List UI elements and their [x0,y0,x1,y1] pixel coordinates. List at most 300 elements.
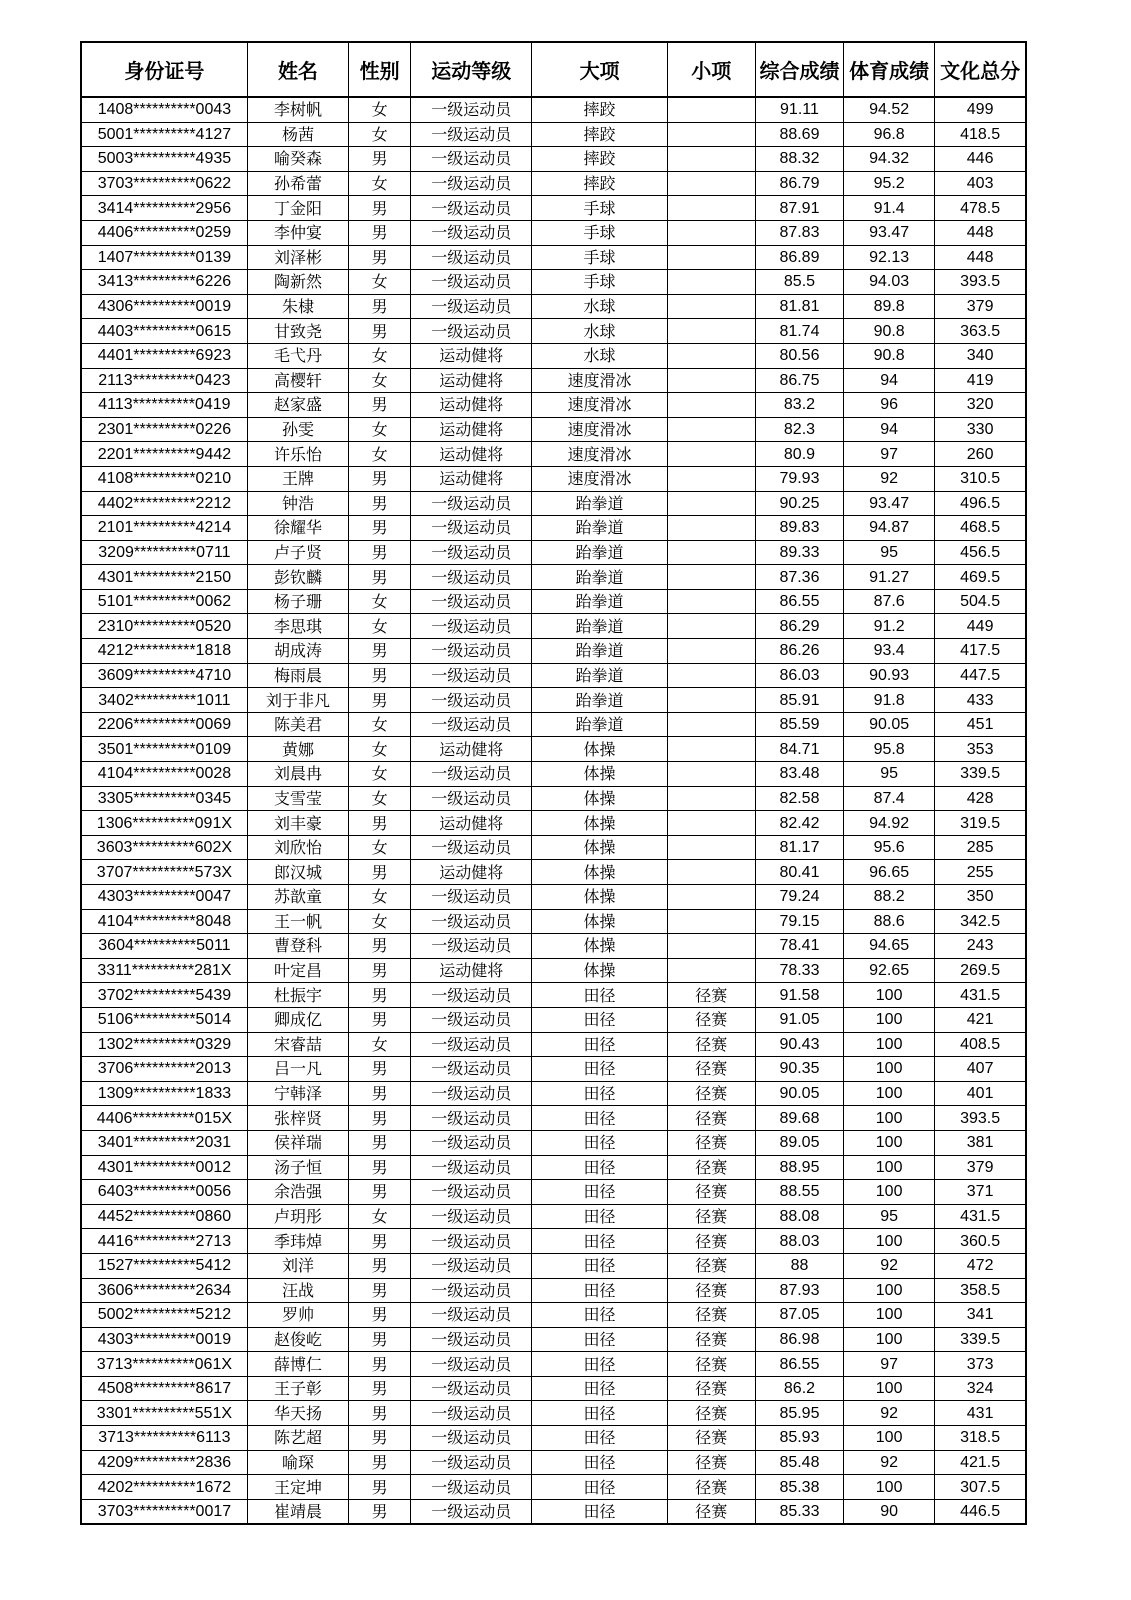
event-cell: 手球 [532,220,667,245]
event-cell: 体操 [532,786,667,811]
id-cell: 3707**********573X [81,860,247,885]
gender-cell: 女 [349,835,411,860]
gender-cell: 男 [349,466,411,491]
gender-cell: 女 [349,1204,411,1229]
overall-score-cell: 91.58 [755,983,843,1008]
academic-total-cell: 353 [935,737,1026,762]
level-cell: 一级运动员 [411,762,532,787]
gender-cell: 女 [349,1032,411,1057]
name-cell: 胡成涛 [247,639,348,664]
sports-score-cell: 94.52 [844,97,935,122]
academic-total-cell: 260 [935,442,1026,467]
id-cell: 3311**********281X [81,958,247,983]
id-cell: 4209**********2836 [81,1450,247,1475]
overall-score-cell: 90.43 [755,1032,843,1057]
col-header-name: 姓名 [247,42,348,97]
id-cell: 4406**********0259 [81,220,247,245]
name-cell: 刘于非凡 [247,688,348,713]
id-cell: 4452**********0860 [81,1204,247,1229]
event-cell: 水球 [532,343,667,368]
table-row [81,491,1026,516]
gender-cell: 男 [349,1450,411,1475]
name-cell: 卢玥彤 [247,1204,348,1229]
table-row [81,368,1026,393]
table-row [81,589,1026,614]
table-row [81,663,1026,688]
table-row [81,540,1026,565]
level-cell: 一级运动员 [411,1475,532,1500]
subevent-cell: 径赛 [667,1450,755,1475]
table-row [81,1376,1026,1401]
subevent-cell: 径赛 [667,1204,755,1229]
table-row [81,909,1026,934]
academic-total-cell: 330 [935,417,1026,442]
sports-score-cell: 95 [844,540,935,565]
name-cell: 甘致尧 [247,319,348,344]
subevent-cell [667,122,755,147]
gender-cell: 女 [349,270,411,295]
name-cell: 薛博仁 [247,1352,348,1377]
subevent-cell: 径赛 [667,1426,755,1451]
subevent-cell: 径赛 [667,1180,755,1205]
event-cell: 速度滑冰 [532,442,667,467]
sports-score-cell: 96.65 [844,860,935,885]
academic-total-cell: 431.5 [935,983,1026,1008]
sports-score-cell: 100 [844,1327,935,1352]
subevent-cell: 径赛 [667,1106,755,1131]
event-cell: 跆拳道 [532,565,667,590]
overall-score-cell: 83.48 [755,762,843,787]
academic-total-cell: 448 [935,245,1026,270]
overall-score-cell: 80.56 [755,343,843,368]
subevent-cell [667,811,755,836]
id-cell: 3703**********0622 [81,171,247,196]
name-cell: 宋睿喆 [247,1032,348,1057]
name-cell: 赵家盛 [247,393,348,418]
id-cell: 3301**********551X [81,1401,247,1426]
sports-score-cell: 100 [844,1376,935,1401]
level-cell: 一级运动员 [411,97,532,122]
subevent-cell [667,786,755,811]
overall-score-cell: 86.89 [755,245,843,270]
overall-score-cell: 80.41 [755,860,843,885]
gender-cell: 男 [349,1106,411,1131]
table-row [81,934,1026,959]
academic-total-cell: 431 [935,1401,1026,1426]
sports-score-cell: 100 [844,1032,935,1057]
overall-score-cell: 82.3 [755,417,843,442]
subevent-cell: 径赛 [667,1081,755,1106]
event-cell: 摔跤 [532,97,667,122]
level-cell: 运动健将 [411,466,532,491]
subevent-cell [667,614,755,639]
subevent-cell: 径赛 [667,1032,755,1057]
overall-score-cell: 86.55 [755,589,843,614]
level-cell: 一级运动员 [411,589,532,614]
level-cell: 一级运动员 [411,491,532,516]
overall-score-cell: 88.55 [755,1180,843,1205]
academic-total-cell: 403 [935,171,1026,196]
subevent-cell [667,909,755,934]
sports-score-cell: 94.32 [844,147,935,172]
academic-total-cell: 472 [935,1253,1026,1278]
id-cell: 3305**********0345 [81,786,247,811]
table-row [81,1204,1026,1229]
event-cell: 田径 [532,1401,667,1426]
event-cell: 体操 [532,737,667,762]
academic-total-cell: 428 [935,786,1026,811]
event-cell: 跆拳道 [532,688,667,713]
academic-total-cell: 446 [935,147,1026,172]
event-cell: 体操 [532,811,667,836]
event-cell: 跆拳道 [532,540,667,565]
gender-cell: 男 [349,1426,411,1451]
overall-score-cell: 88.95 [755,1155,843,1180]
academic-total-cell: 504.5 [935,589,1026,614]
table-row [81,343,1026,368]
header-row [81,42,1026,97]
table-row [81,811,1026,836]
overall-score-cell: 85.93 [755,1426,843,1451]
level-cell: 一级运动员 [411,786,532,811]
subevent-cell [667,934,755,959]
id-cell: 2206**********0069 [81,712,247,737]
id-cell: 4402**********2212 [81,491,247,516]
gender-cell: 男 [349,663,411,688]
event-cell: 田径 [532,1352,667,1377]
overall-score-cell: 89.33 [755,540,843,565]
academic-total-cell: 360.5 [935,1229,1026,1254]
academic-total-cell: 496.5 [935,491,1026,516]
name-cell: 杜振宇 [247,983,348,1008]
name-cell: 孙雯 [247,417,348,442]
academic-total-cell: 379 [935,294,1026,319]
event-cell: 田径 [532,1376,667,1401]
subevent-cell [667,663,755,688]
gender-cell: 男 [349,639,411,664]
event-cell: 体操 [532,885,667,910]
academic-total-cell: 285 [935,835,1026,860]
id-cell: 1302**********0329 [81,1032,247,1057]
overall-score-cell: 91.05 [755,1007,843,1032]
sports-score-cell: 91.4 [844,196,935,221]
academic-total-cell: 243 [935,934,1026,959]
gender-cell: 男 [349,196,411,221]
event-cell: 手球 [532,245,667,270]
overall-score-cell: 90.05 [755,1081,843,1106]
subevent-cell [667,343,755,368]
name-cell: 王子彰 [247,1376,348,1401]
event-cell: 田径 [532,1253,667,1278]
overall-score-cell: 78.33 [755,958,843,983]
event-cell: 田径 [532,1327,667,1352]
sports-score-cell: 90.8 [844,319,935,344]
level-cell: 一级运动员 [411,934,532,959]
overall-score-cell: 91.11 [755,97,843,122]
level-cell: 运动健将 [411,811,532,836]
gender-cell: 女 [349,97,411,122]
overall-score-cell: 90.25 [755,491,843,516]
sports-score-cell: 91.2 [844,614,935,639]
sports-score-cell: 95 [844,1204,935,1229]
level-cell: 一级运动员 [411,1327,532,1352]
subevent-cell [667,762,755,787]
sports-score-cell: 90.05 [844,712,935,737]
overall-score-cell: 85.48 [755,1450,843,1475]
overall-score-cell: 82.42 [755,811,843,836]
gender-cell: 女 [349,737,411,762]
id-cell: 2113**********0423 [81,368,247,393]
gender-cell: 男 [349,1327,411,1352]
gender-cell: 男 [349,147,411,172]
overall-score-cell: 87.91 [755,196,843,221]
gender-cell: 男 [349,540,411,565]
table-row [81,1081,1026,1106]
subevent-cell: 径赛 [667,1401,755,1426]
name-cell: 季玮焯 [247,1229,348,1254]
table-row [81,294,1026,319]
gender-cell: 男 [349,1352,411,1377]
id-cell: 3402**********1011 [81,688,247,713]
table-row [81,614,1026,639]
event-cell: 体操 [532,762,667,787]
level-cell: 一级运动员 [411,885,532,910]
name-cell: 崔靖晨 [247,1499,348,1524]
table-row [81,1401,1026,1426]
overall-score-cell: 90.35 [755,1057,843,1082]
sports-score-cell: 92.65 [844,958,935,983]
id-cell: 4104**********0028 [81,762,247,787]
sports-score-cell: 95.6 [844,835,935,860]
subevent-cell [667,516,755,541]
overall-score-cell: 86.75 [755,368,843,393]
subevent-cell: 径赛 [667,1475,755,1500]
name-cell: 罗帅 [247,1303,348,1328]
event-cell: 田径 [532,1057,667,1082]
gender-cell: 男 [349,1155,411,1180]
subevent-cell: 径赛 [667,1352,755,1377]
table-row [81,786,1026,811]
gender-cell: 男 [349,516,411,541]
level-cell: 一级运动员 [411,1229,532,1254]
level-cell: 一级运动员 [411,1401,532,1426]
sports-score-cell: 96.8 [844,122,935,147]
subevent-cell: 径赛 [667,1499,755,1524]
id-cell: 1408**********0043 [81,97,247,122]
overall-score-cell: 87.36 [755,565,843,590]
table-row [81,417,1026,442]
table-row [81,245,1026,270]
sports-score-cell: 100 [844,1229,935,1254]
id-cell: 4301**********2150 [81,565,247,590]
event-cell: 田径 [532,1426,667,1451]
table-row [81,1155,1026,1180]
id-cell: 3703**********0017 [81,1499,247,1524]
level-cell: 一级运动员 [411,835,532,860]
overall-score-cell: 78.41 [755,934,843,959]
sports-score-cell: 100 [844,1278,935,1303]
academic-total-cell: 419 [935,368,1026,393]
academic-total-cell: 381 [935,1130,1026,1155]
name-cell: 陈美君 [247,712,348,737]
subevent-cell: 径赛 [667,1155,755,1180]
id-cell: 3209**********0711 [81,540,247,565]
subevent-cell: 径赛 [667,1130,755,1155]
level-cell: 一级运动员 [411,147,532,172]
id-cell: 4303**********0047 [81,885,247,910]
sports-score-cell: 93.47 [844,491,935,516]
subevent-cell [667,712,755,737]
id-cell: 1407**********0139 [81,245,247,270]
subevent-cell [667,97,755,122]
overall-score-cell: 85.38 [755,1475,843,1500]
table-row [81,516,1026,541]
gender-cell: 男 [349,811,411,836]
id-cell: 4202**********1672 [81,1475,247,1500]
overall-score-cell: 88.08 [755,1204,843,1229]
event-cell: 田径 [532,1106,667,1131]
level-cell: 一级运动员 [411,171,532,196]
sports-score-cell: 91.8 [844,688,935,713]
subevent-cell [667,491,755,516]
event-cell: 手球 [532,196,667,221]
subevent-cell [667,442,755,467]
sports-score-cell: 95.2 [844,171,935,196]
table-row [81,688,1026,713]
level-cell: 一级运动员 [411,245,532,270]
event-cell: 速度滑冰 [532,393,667,418]
event-cell: 跆拳道 [532,712,667,737]
event-cell: 跆拳道 [532,663,667,688]
academic-total-cell: 407 [935,1057,1026,1082]
table-row [81,1327,1026,1352]
id-cell: 2201**********9442 [81,442,247,467]
name-cell: 喻琛 [247,1450,348,1475]
id-cell: 4416**********2713 [81,1229,247,1254]
event-cell: 摔跤 [532,147,667,172]
level-cell: 一级运动员 [411,688,532,713]
level-cell: 一级运动员 [411,1106,532,1131]
name-cell: 吕一凡 [247,1057,348,1082]
level-cell: 一级运动员 [411,1007,532,1032]
level-cell: 运动健将 [411,442,532,467]
subevent-cell: 径赛 [667,1253,755,1278]
overall-score-cell: 86.2 [755,1376,843,1401]
sports-score-cell: 100 [844,1426,935,1451]
overall-score-cell: 88.69 [755,122,843,147]
overall-score-cell: 88.32 [755,147,843,172]
table-row [81,196,1026,221]
gender-cell: 男 [349,1376,411,1401]
academic-total-cell: 340 [935,343,1026,368]
overall-score-cell: 85.5 [755,270,843,295]
overall-score-cell: 88 [755,1253,843,1278]
name-cell: 叶定昌 [247,958,348,983]
id-cell: 4401**********6923 [81,343,247,368]
id-cell: 5003**********4935 [81,147,247,172]
academic-total-cell: 319.5 [935,811,1026,836]
table-row [81,466,1026,491]
gender-cell: 女 [349,171,411,196]
sports-score-cell: 90.8 [844,343,935,368]
name-cell: 华天扬 [247,1401,348,1426]
id-cell: 4104**********8048 [81,909,247,934]
academic-total-cell: 339.5 [935,762,1026,787]
gender-cell: 男 [349,1007,411,1032]
gender-cell: 男 [349,393,411,418]
sports-score-cell: 94.92 [844,811,935,836]
event-cell: 田径 [532,1229,667,1254]
level-cell: 一级运动员 [411,565,532,590]
col-header-gender: 性别 [349,42,411,97]
sports-score-cell: 97 [844,442,935,467]
academic-total-cell: 421 [935,1007,1026,1032]
level-cell: 运动健将 [411,737,532,762]
table-row [81,983,1026,1008]
table-row [81,1229,1026,1254]
academic-total-cell: 417.5 [935,639,1026,664]
table-row [81,712,1026,737]
academic-total-cell: 363.5 [935,319,1026,344]
level-cell: 一级运动员 [411,663,532,688]
table-row [81,1253,1026,1278]
academic-total-cell: 269.5 [935,958,1026,983]
sports-score-cell: 100 [844,1106,935,1131]
overall-score-cell: 86.29 [755,614,843,639]
id-cell: 3702**********5439 [81,983,247,1008]
event-cell: 田径 [532,1032,667,1057]
name-cell: 卢子贤 [247,540,348,565]
table-row [81,1426,1026,1451]
name-cell: 宁韩泽 [247,1081,348,1106]
gender-cell: 男 [349,688,411,713]
level-cell: 一级运动员 [411,1278,532,1303]
overall-score-cell: 86.98 [755,1327,843,1352]
event-cell: 水球 [532,294,667,319]
level-cell: 运动健将 [411,958,532,983]
overall-score-cell: 85.59 [755,712,843,737]
table-row [81,1106,1026,1131]
academic-total-cell: 318.5 [935,1426,1026,1451]
sports-score-cell: 100 [844,1057,935,1082]
level-cell: 一级运动员 [411,1253,532,1278]
overall-score-cell: 80.9 [755,442,843,467]
name-cell: 李仲宴 [247,220,348,245]
name-cell: 侯祥瑞 [247,1130,348,1155]
gender-cell: 女 [349,442,411,467]
academic-total-cell: 339.5 [935,1327,1026,1352]
name-cell: 汤子恒 [247,1155,348,1180]
sports-score-cell: 92 [844,1253,935,1278]
name-cell: 钟浩 [247,491,348,516]
level-cell: 一级运动员 [411,220,532,245]
name-cell: 陈艺超 [247,1426,348,1451]
name-cell: 张梓贤 [247,1106,348,1131]
subevent-cell: 径赛 [667,983,755,1008]
col-header-level: 运动等级 [411,42,532,97]
overall-score-cell: 86.55 [755,1352,843,1377]
subevent-cell [667,270,755,295]
gender-cell: 男 [349,1278,411,1303]
gender-cell: 女 [349,589,411,614]
col-header-subevent: 小项 [667,42,755,97]
col-header-sports-score: 体育成绩 [844,42,935,97]
name-cell: 杨茜 [247,122,348,147]
subevent-cell [667,319,755,344]
id-cell: 3413**********6226 [81,270,247,295]
level-cell: 一级运动员 [411,1057,532,1082]
sports-score-cell: 100 [844,1475,935,1500]
